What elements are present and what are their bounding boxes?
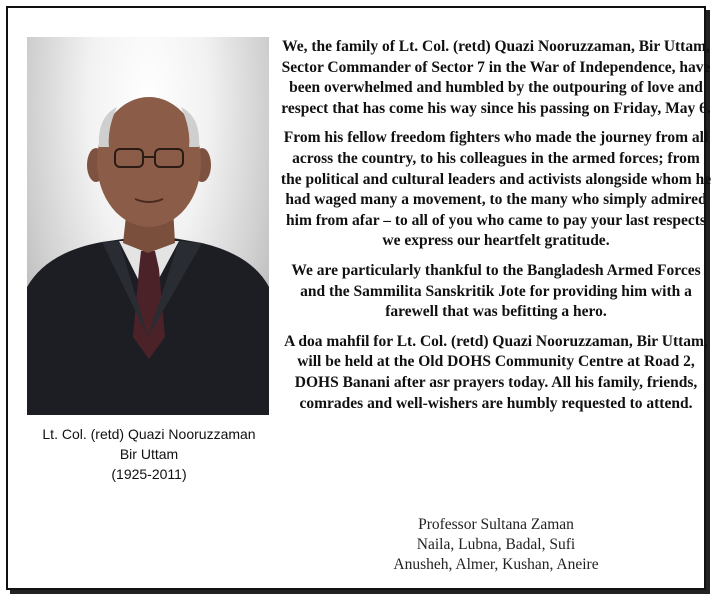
- caption-title: Bir Uttam: [119, 446, 179, 462]
- paragraph-doa-mahfil: A doa mahfil for Lt. Col. (retd) Quazi Nooruzzaman, Bir Uttam, will be held at the Old DOHS Community Centre at Road 2, DOHS Banani after asr prayers today. All his family, friends, comrades and well-wishers are humbly requested to attend.: [284, 332, 708, 412]
- signature-block: [280, 515, 712, 575]
- photo-caption: [18, 424, 280, 484]
- paragraph-gratitude: From his fellow freedom fighters who made the journey from all across the country, to his colleagues in the armed forces; from the political and cultural leaders and activists alongside whom he had waged many a movement, to the many who simply admired him from afar – to all of you who came to pay your last respects we express our heartfelt gratitude.: [280, 129, 712, 250]
- signature-line-2: Naila, Lubna, Badal, Sufi: [416, 536, 576, 553]
- signature-line-1: Professor Sultana Zaman: [418, 516, 574, 533]
- notice-frame: [6, 6, 712, 590]
- caption-years: (1925-2011): [111, 466, 187, 482]
- paragraph-intro: We, the family of Lt. Col. (retd) Quazi Nooruzzaman, Bir Uttam, Sector Commander of Sector 7 in the War of Independence, have been overwhelmed and humbled by the outpouring of love and respect that has come his way since his passing on Friday, May 6.: [281, 38, 711, 117]
- paragraph-thanks: We are particularly thankful to the Bangladesh Armed Forces and the Sammilita Sanskritik Jote for providing him with a farewell that was befitting a hero.: [291, 261, 701, 321]
- portrait-photo: [27, 37, 269, 415]
- caption-name: Lt. Col. (retd) Quazi Nooruzzaman: [42, 426, 256, 442]
- portrait-illustration: [27, 37, 269, 415]
- signature-line-3: Anusheh, Almer, Kushan, Aneire: [393, 556, 599, 573]
- message-body: [280, 37, 712, 423]
